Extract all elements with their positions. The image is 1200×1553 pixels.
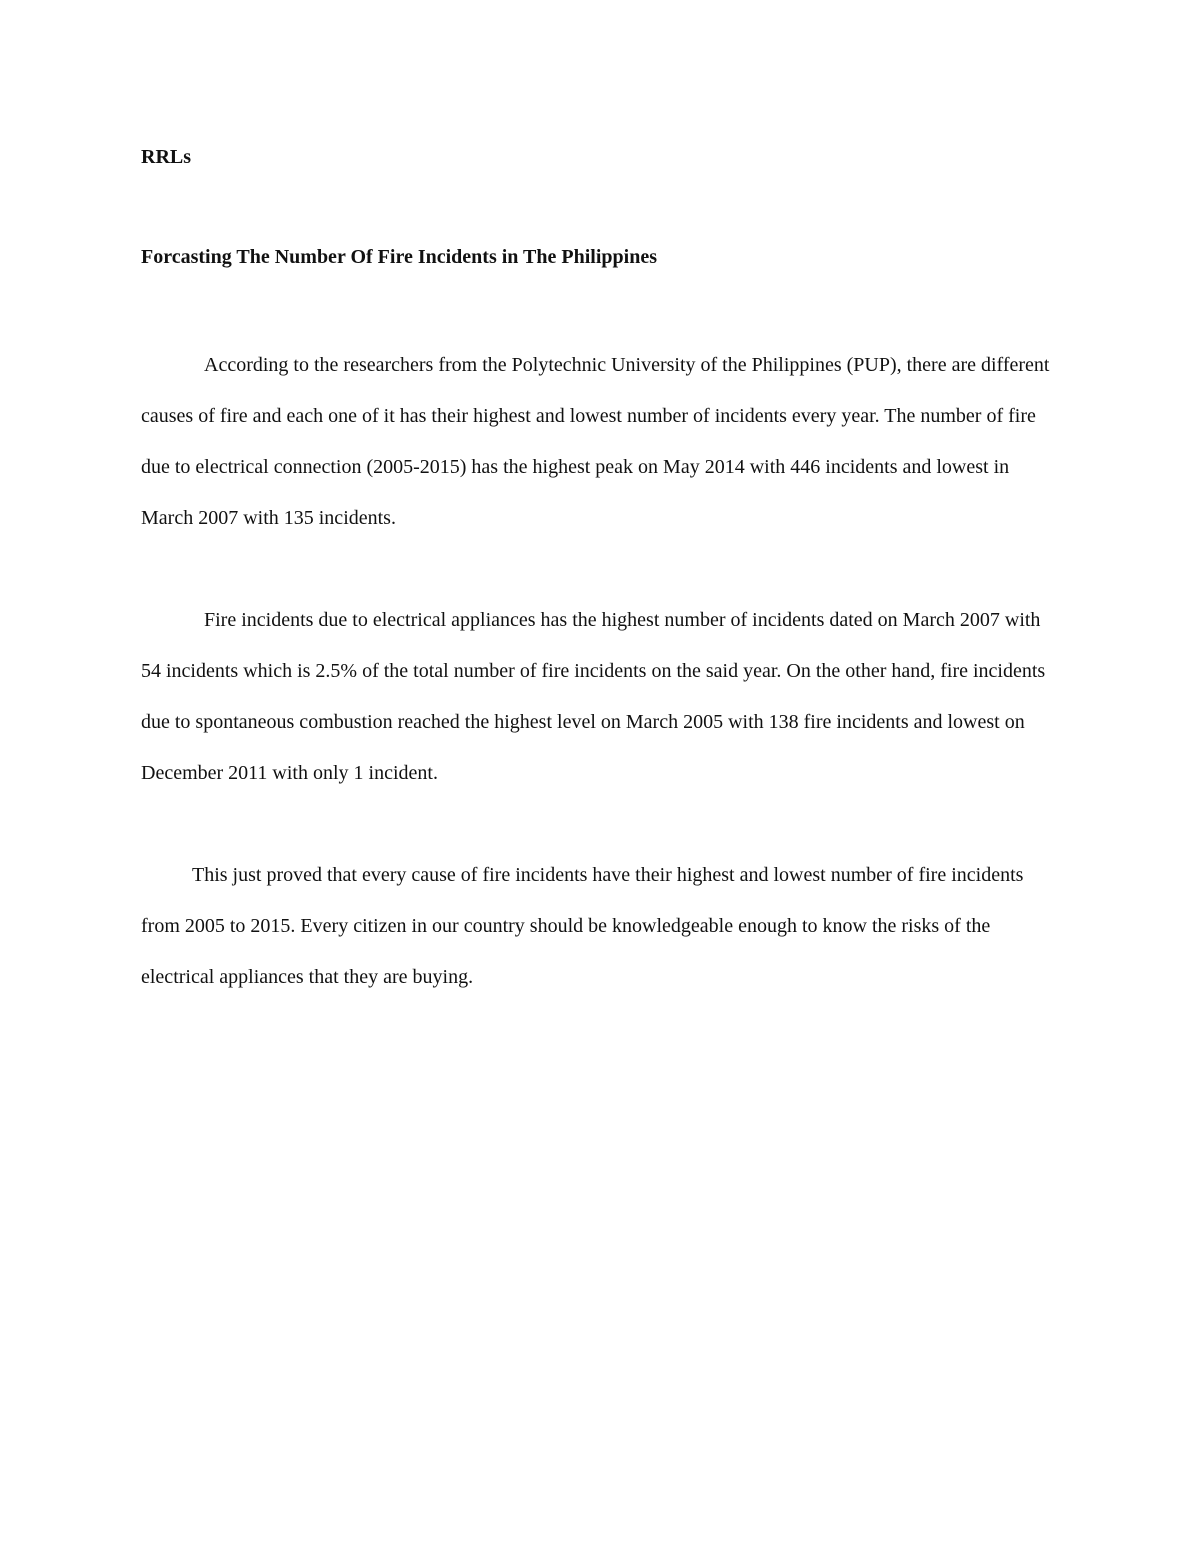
document-body (141, 140, 1061, 1054)
paragraph-1: According to the researchers from the Polytechnic University of the Philippines (PUP), there are different causes of fire and each one of it has their highest and lowest number of incidents every year. The number of fire due to electrical connection (2005-2015) has the highest peak on May 2014 with 446 incidents and lowest in March 2007 with 135 incidents. (141, 354, 1050, 529)
paragraph-2: Fire incidents due to electrical appliances has the highest number of incidents dated on March 2007 with 54 incidents which is 2.5% of the total number of fire incidents on the said year. On the other hand, fire incidents due to spontaneous combustion reached the highest level on March 2005 with 138 fire incidents and lowest on December 2011 with only 1 incident. (141, 609, 1046, 784)
section-heading: RRLs (141, 146, 192, 168)
paragraph-3: This just proved that every cause of fire incidents have their highest and lowest number of fire incidents from 2005 to 2015. Every citizen in our country should be knowledgeable enough to know the risks of the electrical appliances that they are buying. (141, 864, 1024, 988)
document-title: Forcasting The Number Of Fire Incidents in The Philippines (141, 246, 657, 268)
